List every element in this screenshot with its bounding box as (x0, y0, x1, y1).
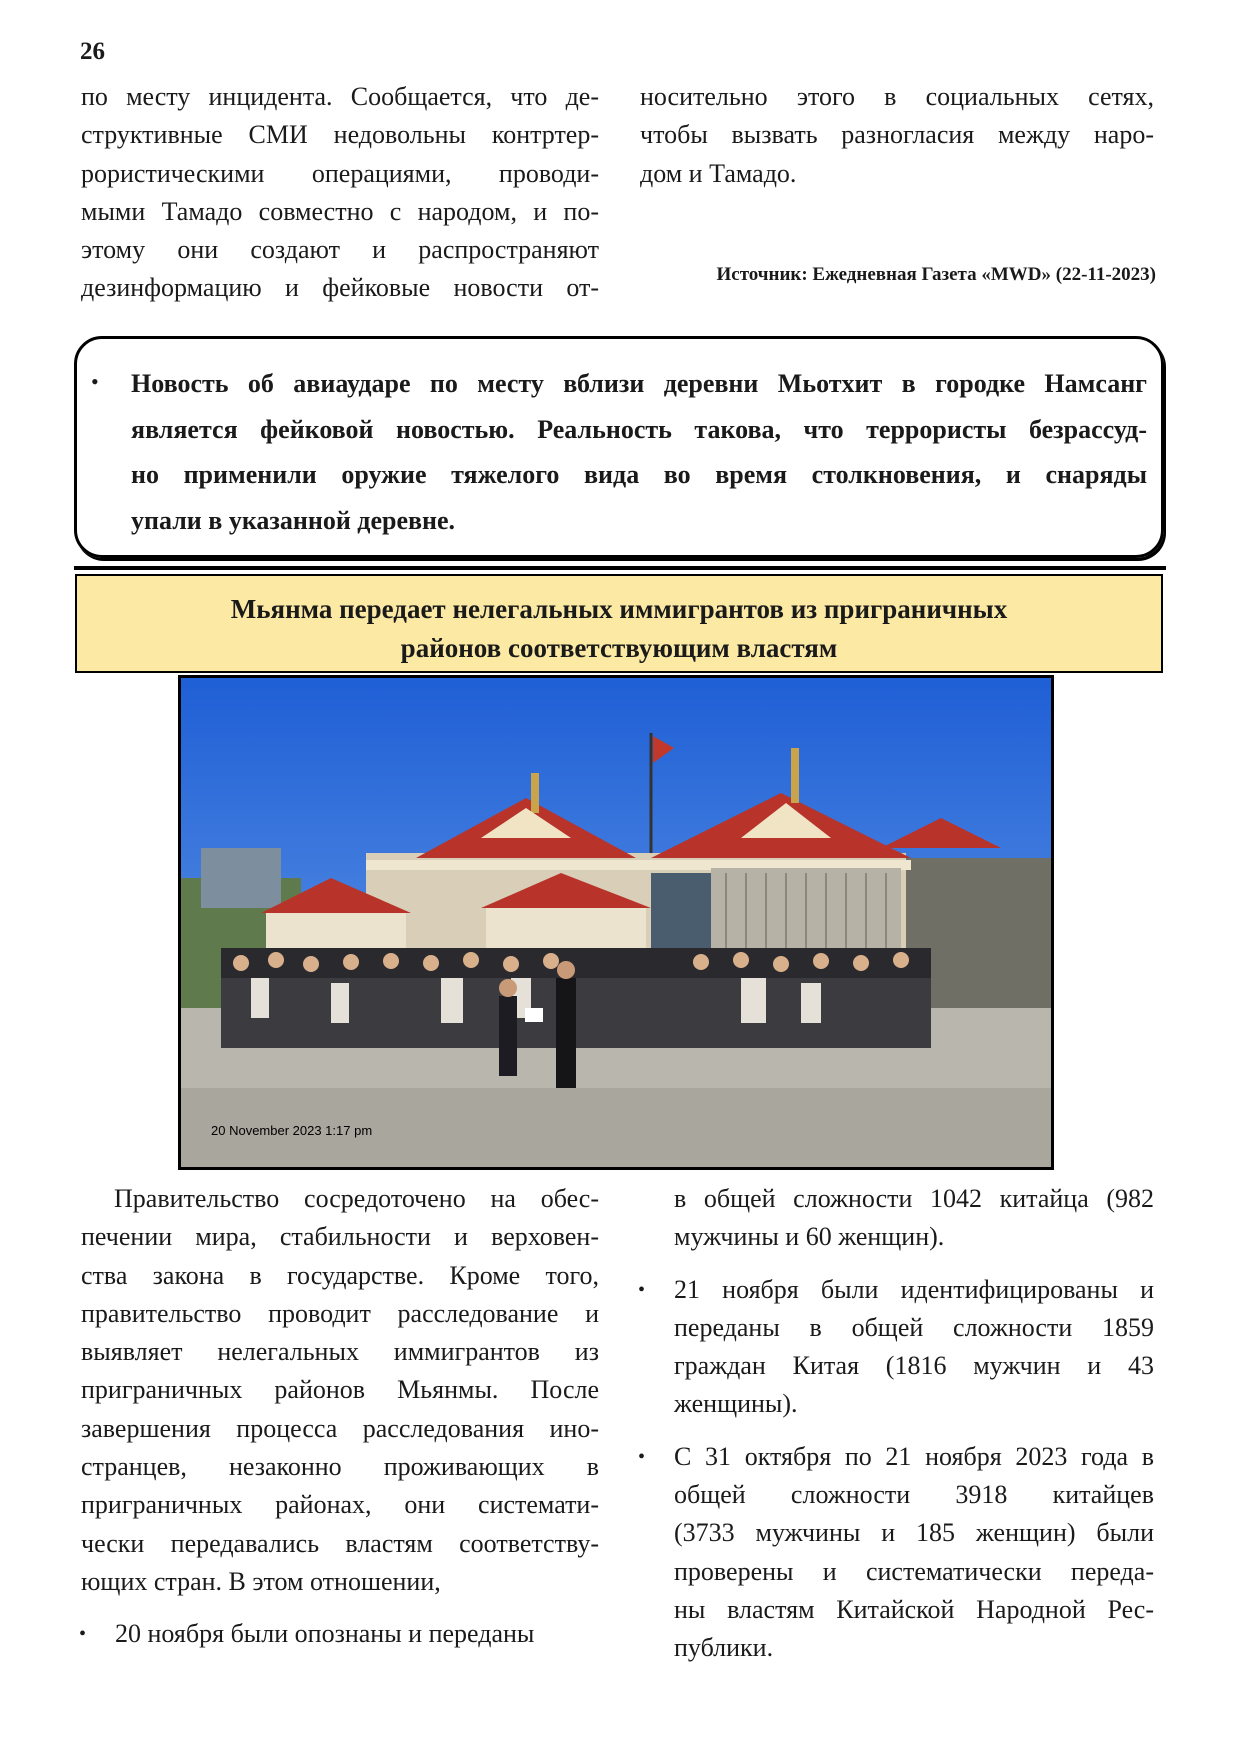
callout-text (131, 361, 1147, 543)
article-headline (75, 574, 1163, 673)
bullet-text: 20 ноября были опознаны и переданы (115, 1619, 535, 1649)
page-number: 26 (80, 38, 105, 65)
paragraph-line: приграничных районов Мьянмы. После (81, 1375, 599, 1405)
bullet-line: граждан Китая (1816 мужчин и 43 (674, 1351, 1154, 1381)
list-item (81, 1615, 599, 1653)
text-line: дезинформацию и фейковые новости от- (81, 273, 599, 303)
bullet-line: переданы в общей сложности 1859 (674, 1312, 1154, 1342)
paragraph-line: странцев, незаконно проживающих в (81, 1452, 599, 1482)
text-line: рористическими операциями, проводи- (81, 158, 599, 188)
bullet-line: (3733 мужчины и 185 женщин) были (674, 1518, 1154, 1548)
article-photo (178, 675, 1054, 1170)
paragraph-line: завершения процесса расследования ино- (81, 1413, 599, 1443)
top-right-column (640, 78, 1154, 193)
callout-line: но применили оружие тяжелого вида во время столкновения, и снаряды (131, 460, 1147, 489)
text-line: чтобы вызвать разногласия между наро- (640, 120, 1154, 150)
bullet-line: С 31 октября по 21 ноября 2023 года в (674, 1441, 1154, 1471)
top-left-column (81, 78, 599, 308)
text-line: по месту инцидента. Сообщается, что де- (81, 82, 599, 111)
callout-line: является фейковой новостью. Реальность такова, что террористы безрассуд- (131, 414, 1147, 444)
photo-timestamp: 20 November 2023 1:17 pm (211, 1123, 373, 1138)
paragraph-line: выявляет нелегальных иммигрантов из (81, 1337, 599, 1367)
bullet-icon: • (79, 1623, 87, 1646)
bullet-line: публики. (674, 1633, 774, 1663)
bullet-line: мужчины и 60 женщин). (674, 1222, 945, 1252)
list-item (640, 1271, 1154, 1424)
text-line: структивные СМИ недовольны контртер- (81, 120, 599, 150)
callout-line: Новость об авиаударе по месту вблизи деревни Мьотхит в городке Намсанг (131, 369, 1147, 398)
callout-line: упали в указанной деревне. (131, 505, 456, 535)
headline-line-1: Мьянма передает нелегальных иммигрантов из приграничных (230, 594, 1008, 624)
text-line: носительно этого в социальных сетях, (640, 82, 1154, 111)
bullet-icon: • (638, 1445, 646, 1468)
bullet-line: общей сложности 3918 китайцев (674, 1480, 1154, 1510)
bullet-line: 21 ноября были идентифицированы и (674, 1274, 1154, 1304)
source-citation: Источник: Ежедневная Газета «MWD» (22-11-2023) (716, 264, 1156, 285)
callout-bullet: • (91, 369, 99, 394)
paragraph-line: чески передавались властям соответству- (81, 1528, 599, 1558)
paragraph-line: ющих стран. В этом отношении, (81, 1566, 441, 1596)
paragraph-line: Правительство сосредоточено на обес- (114, 1184, 599, 1213)
bullet-line: ны властям Китайской Народной Рес- (674, 1594, 1154, 1624)
bullet-line: проверены и систематически переда- (674, 1556, 1154, 1586)
text-line: мыми Тамадо совместно с народом, и по- (81, 196, 599, 226)
text-line: этому они создают и распространяют (81, 235, 599, 265)
bottom-left-column (81, 1180, 599, 1654)
paragraph-line: печении мира, стабильности и верховен- (81, 1222, 599, 1252)
bullet-line: в общей сложности 1042 китайца (982 (674, 1184, 1154, 1213)
text-line: дом и Тамадо. (640, 158, 797, 188)
bullet-icon: • (638, 1278, 646, 1301)
section-divider (74, 566, 1166, 570)
paragraph-line: приграничных районах, они системати- (81, 1490, 599, 1520)
bullet-line: женщины). (674, 1389, 798, 1419)
bottom-right-column (640, 1180, 1154, 1668)
headline-line-2: районов соответствующим властям (400, 632, 838, 663)
paragraph-line: правительство проводит расследование и (81, 1298, 599, 1328)
paragraph-line: ства закона в государстве. Кроме того, (81, 1260, 599, 1290)
border-handover-photo (181, 678, 1051, 1167)
list-item (640, 1438, 1154, 1668)
list-item-continuation (640, 1180, 1154, 1257)
fake-news-callout (74, 336, 1164, 558)
